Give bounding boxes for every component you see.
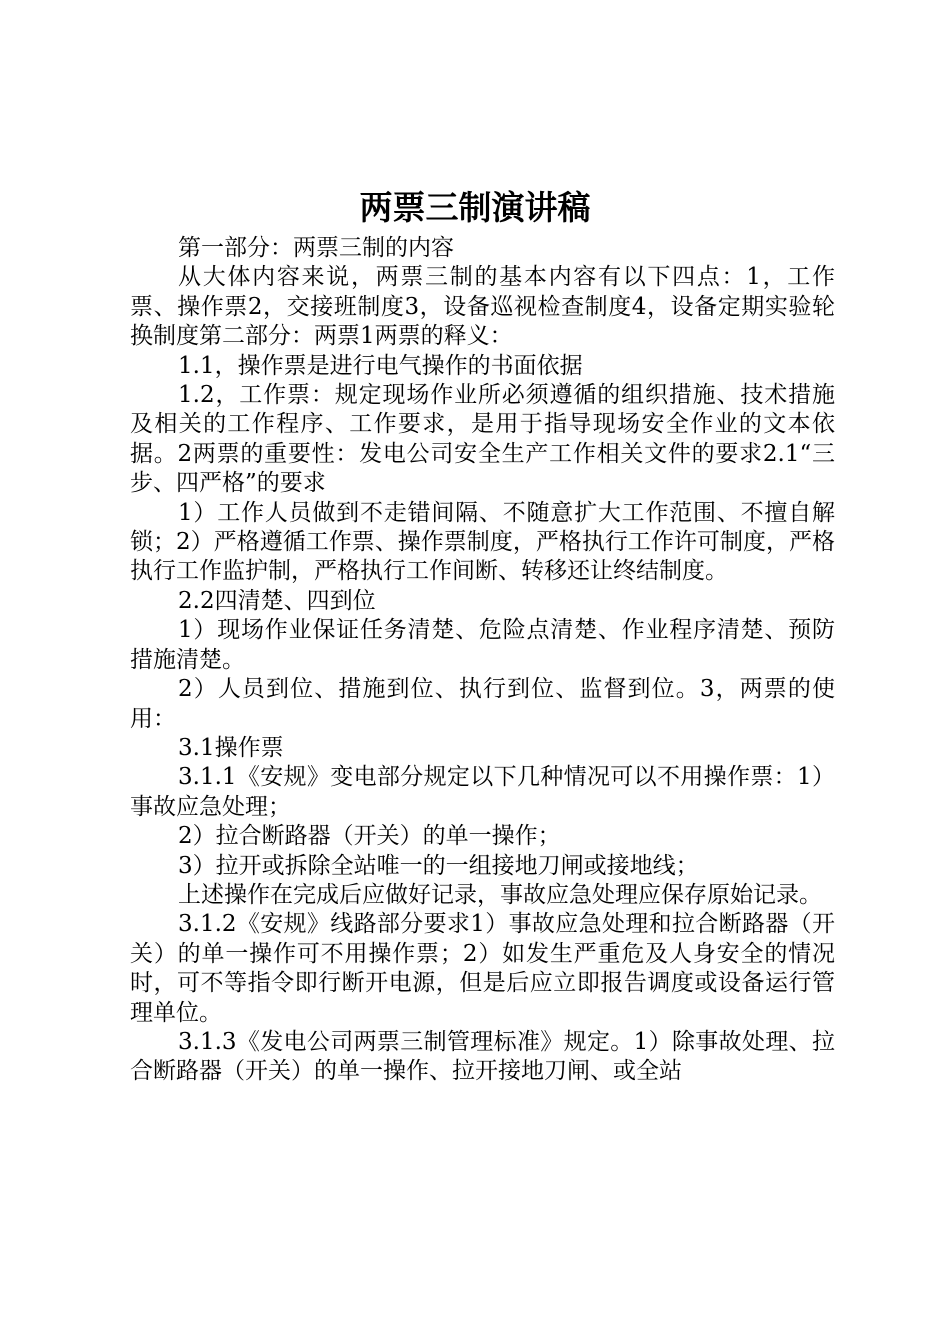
paragraph-overview: 从大体内容来说，两票三制的基本内容有以下四点：1，工作票、操作票2，交接班制度3，设备巡视检查制度4，设备定期实验轮换制度第二部分：两票1两票的释义： bbox=[130, 264, 835, 350]
paragraph-part-one-heading: 第一部分：两票三制的内容 bbox=[178, 235, 454, 261]
paragraph-3-1: 3.1操作票 bbox=[178, 734, 284, 761]
paragraph-3-1-3: 3.1.3《发电公司两票三制管理标准》规定。1）除事故处理、拉合断路器（开关）的单一操作、拉开接地刀闸、或全站 bbox=[130, 1028, 835, 1085]
paragraph-four-clear: 1）现场作业保证任务清楚、危险点清楚、作业程序清楚、预防措施清楚。 bbox=[130, 617, 835, 673]
paragraph-1-1: 1.1，操作票是进行电气操作的书面依据 bbox=[178, 352, 583, 379]
paragraph-item-2: 2）拉合断路器（开关）的单一操作； bbox=[178, 823, 561, 850]
paragraph-item-3: 3）拉开或拆除全站唯一的一组接地刀闸或接地线； bbox=[178, 852, 699, 879]
paragraph-1-2: 1.2，工作票：规定现场作业所必须遵循的组织措施、技术措施及相关的工作程序、工作要求，是用于指导现场安全作业的文本依据。2两票的重要性：发电公司安全生产工作相关文件的要求2.1“三步、四严格”的要求 bbox=[130, 382, 835, 497]
paragraph-record-note: 上述操作在完成后应做好记录，事故应急处理应保存原始记录。 bbox=[178, 881, 822, 908]
paragraph-three-steps: 1）工作人员做到不走错间隔、不随意扩大工作范围、不擅自解锁；2）严格遵循工作票、操作票制度，严格执行工作许可制度，严格执行工作监护制，严格执行工作间断、转移还让终结制度。 bbox=[130, 499, 835, 585]
paragraph-2-2: 2.2四清楚、四到位 bbox=[178, 587, 376, 614]
document-title: 两票三制演讲稿 bbox=[359, 188, 591, 227]
paragraph-four-in-place: 2）人员到位、措施到位、执行到位、监督到位。3，两票的使用： bbox=[130, 676, 835, 732]
document-body bbox=[130, 234, 835, 1087]
paragraph-3-1-2: 3.1.2《安规》线路部分要求1）事故应急处理和拉合断路器（开关）的单一操作可不用操作票；2）如发生严重危及人身安全的情况时，可不等指令即行断开电源，但是后应立即报告调度或设备运行管理单位。 bbox=[130, 911, 835, 1026]
paragraph-3-1-1: 3.1.1《安规》变电部分规定以下几种情况可以不用操作票：1）事故应急处理； bbox=[130, 764, 835, 820]
